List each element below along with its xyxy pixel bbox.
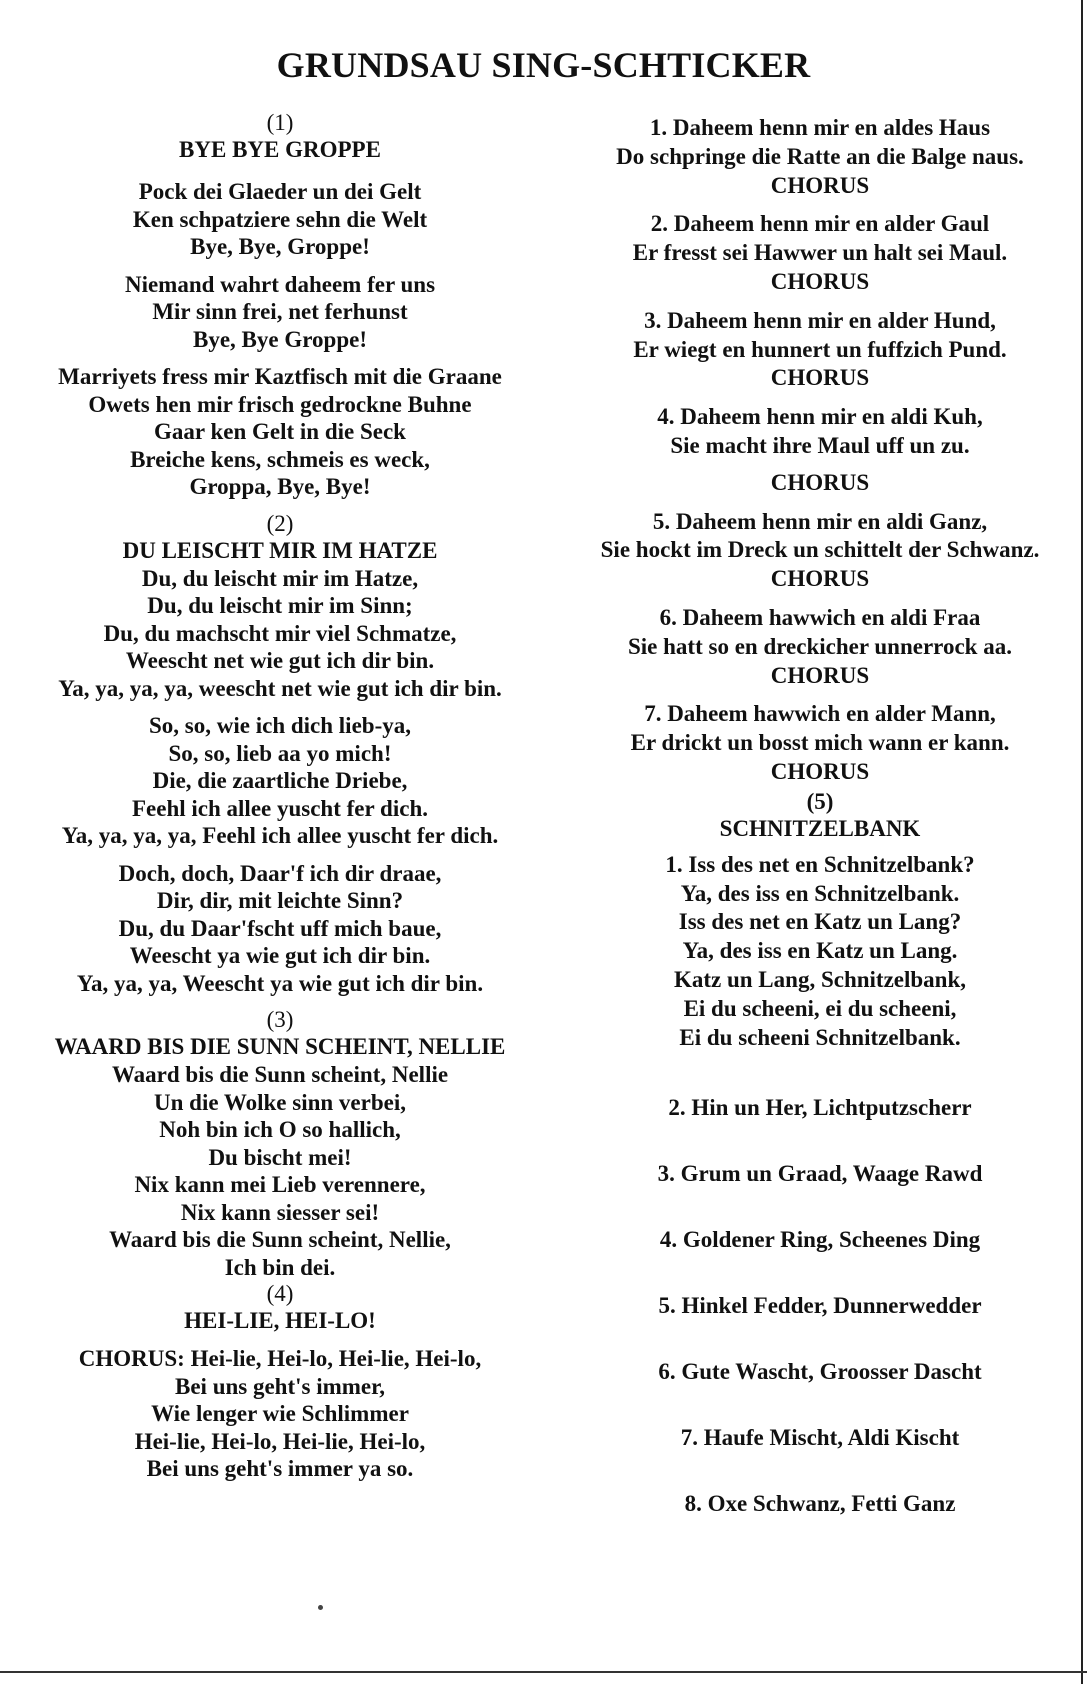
lyric-line: Du, du machscht mir viel Schmatze,: [103, 620, 457, 646]
lyric-line: Du, du leischt mir im Sinn;: [147, 593, 413, 618]
lyric-line: So, so, wie ich dich lieb-ya,: [149, 713, 411, 738]
song-heading: DU LEISCHT MIR IM HATZE: [122, 537, 438, 563]
song-3: [30, 1007, 530, 1281]
song-number: (3): [266, 1007, 294, 1032]
lyric-line: Owets hen mir frisch gedrockne Buhne: [88, 391, 472, 417]
lyric-line: Ya, des iss en Schnitzelbank.: [680, 880, 960, 906]
chorus-marker: CHORUS: [770, 268, 870, 294]
lyric-line: Ya, ya, ya, Weescht ya wie gut ich dir bin.: [76, 970, 484, 996]
chorus-marker: CHORUS: [770, 172, 870, 198]
stanza: [30, 565, 530, 703]
lyric-line: Groppa, Bye, Bye!: [189, 474, 371, 499]
lyric-line: CHORUS: Hei-lie, Hei-lo, Hei-lie, Hei-lo,: [78, 1346, 482, 1371]
lyric-line: Du bischt mei!: [208, 1144, 352, 1170]
lyric-line: Pock dei Glaeder un dei Gelt: [138, 179, 422, 204]
song-number: (4): [266, 1281, 294, 1306]
lyric-line: 5. Daheem henn mir en aldi Ganz,: [652, 508, 988, 534]
lyric-line: Weescht ya wie gut ich dir bin.: [129, 943, 431, 968]
lyric-line: 4. Daheem henn mir en aldi Kuh,: [657, 404, 983, 430]
stanza: [30, 363, 530, 501]
verse: [555, 604, 1085, 690]
lyric-line: Ei du scheeni Schnitzelbank.: [679, 1024, 961, 1050]
lyric-line: Er wiegt en hunnert un fuffzich Pund.: [633, 336, 1007, 362]
verse: [555, 210, 1085, 296]
lyric-line: Sie hatt so en dreckicher unnerrock aa.: [628, 633, 1012, 659]
lyric-line: Nix kann mei Lieb verennere,: [134, 1172, 426, 1197]
lyric-line: 7. Daheem hawwich en alder Mann,: [644, 701, 996, 727]
lyric-line: Niemand wahrt daheem fer uns: [124, 271, 436, 297]
lyric-line: Ich bin dei.: [224, 1254, 336, 1280]
verse-line: 7. Haufe Mischt, Aldi Kischt: [680, 1425, 960, 1451]
lyric-line: 6. Daheem hawwich en aldi Fraa: [659, 604, 981, 630]
song-4: [30, 1281, 530, 1483]
song-heading: SCHNITZELBANK: [719, 815, 921, 841]
left-column: [30, 110, 530, 1493]
lyric-line: Waard bis die Sunn scheint, Nellie,: [109, 1227, 451, 1252]
lyric-line: Dir, dir, mit leichte Sinn?: [156, 888, 404, 913]
chorus-marker: CHORUS: [770, 758, 870, 784]
lyric-line: Waard bis die Sunn scheint, Nellie: [111, 1062, 449, 1087]
chorus-marker: CHORUS: [770, 566, 870, 592]
stanza: [30, 860, 530, 998]
lyric-line: Bei uns geht's immer,: [175, 1373, 385, 1399]
verse: [555, 700, 1085, 786]
speck: [318, 1605, 323, 1610]
verse-line: 6. Gute Wascht, Groosser Dascht: [658, 1359, 982, 1385]
lyric-line: 1. Daheem henn mir en aldes Haus: [649, 115, 991, 140]
verse-line: 4. Goldener Ring, Scheenes Ding: [659, 1227, 981, 1253]
lyric-line: Doch, doch, Daar'f ich dir draae,: [118, 860, 442, 886]
lyric-line: Bye, Bye Groppe!: [193, 326, 367, 352]
lyric-line: Ya, des iss en Katz un Lang.: [682, 938, 958, 964]
lyric-line: Ken schpatziere sehn die Welt: [132, 206, 428, 232]
lyric-line: Nix kann siesser sei!: [180, 1199, 380, 1225]
verse: [555, 508, 1085, 594]
lyric-line: Ya, ya, ya, ya, Feehl ich allee yuscht fer dich.: [61, 823, 499, 848]
lyric-line: Ya, ya, ya, ya, weescht net wie gut ich dir bin.: [58, 675, 502, 701]
lyric-line: Feehl ich allee yuscht fer dich.: [132, 795, 428, 821]
lyric-line: Sie hockt im Dreck un schittelt der Schwanz.: [600, 537, 1040, 563]
lyric-line: Iss des net en Katz un Lang?: [678, 909, 962, 935]
right-column: [555, 114, 1085, 1556]
lyric-line: Marriyets fress mir Kaztfisch mit die Graane: [58, 364, 502, 389]
lyric-line: Wie lenger wie Schlimmer: [151, 1401, 409, 1426]
song-2: [30, 511, 530, 998]
song-5: [555, 789, 1085, 1519]
verse: [555, 403, 1085, 497]
song-heading: BYE BYE GROPPE: [179, 137, 381, 162]
lyric-line: 3. Daheem henn mir en alder Hund,: [644, 307, 996, 333]
stanza: [30, 178, 530, 261]
page-title: GRUNDSAU SING-SCHTICKER: [276, 45, 811, 85]
lyric-line: So, so, lieb aa yo mich!: [168, 740, 392, 766]
lyric-line: Du, du Daar'fscht uff mich baue,: [118, 915, 442, 941]
verse: [555, 114, 1085, 200]
lyric-line: 1. Iss des net en Schnitzelbank?: [665, 851, 975, 877]
verse-line: 3. Grum un Graad, Waage Rawd: [657, 1161, 983, 1187]
lyric-line: Un die Wolke sinn verbei,: [154, 1089, 406, 1115]
song-number: (2): [266, 510, 294, 536]
lyric-line: Ei du scheeni, ei du scheeni,: [683, 995, 957, 1021]
lyric-line: 2. Daheem henn mir en alder Gaul: [650, 211, 990, 237]
lyric-line: Die, die zaartliche Driebe,: [152, 768, 408, 793]
verse-line: 2. Hin un Her, Lichtputzscherr: [668, 1095, 972, 1121]
bottom-rule: [0, 1671, 1087, 1673]
lyric-line: Do schpringe die Ratte an die Balge naus.: [616, 143, 1024, 169]
song-number: (1): [266, 110, 294, 135]
stanza: [30, 1345, 530, 1483]
lyric-line: Bye, Bye, Groppe!: [190, 234, 370, 259]
song-heading: HEI-LIE, HEI-LO!: [184, 1308, 376, 1333]
stanza: [30, 271, 530, 354]
lyric-line: Hei-lie, Hei-lo, Hei-lie, Hei-lo,: [134, 1428, 426, 1454]
verse-line: 5. Hinkel Fedder, Dunnerwedder: [658, 1293, 982, 1319]
lyric-line: Sie macht ihre Maul uff un zu.: [670, 432, 970, 458]
verse: [555, 851, 1085, 1053]
lyric-line: Er fresst sei Hawwer un halt sei Maul.: [632, 240, 1008, 266]
chorus-marker: CHORUS: [770, 469, 870, 495]
chorus-marker: CHORUS: [770, 365, 870, 391]
stanza: [30, 712, 530, 850]
song-number: (5): [806, 788, 834, 814]
page-edge: [1081, 0, 1083, 1684]
lyric-line: Du, du leischt mir im Hatze,: [141, 565, 419, 591]
lyric-line: Er drickt un bosst mich wann er kann.: [630, 730, 1010, 756]
song-1: [30, 110, 530, 501]
lyric-line: Noh bin ich O so hallich,: [159, 1117, 401, 1142]
lyric-line: Mir sinn frei, net ferhunst: [152, 299, 408, 324]
verse: [555, 307, 1085, 393]
lyric-line: Gaar ken Gelt in die Seck: [154, 419, 406, 444]
verse-line: 8. Oxe Schwanz, Fetti Ganz: [684, 1491, 956, 1517]
lyric-line: Katz un Lang, Schnitzelbank,: [673, 966, 967, 992]
lyric-line: Breiche kens, schmeis es weck,: [130, 446, 430, 472]
stanza: [30, 1061, 530, 1281]
chorus-marker: CHORUS: [770, 662, 870, 688]
lyric-line: Weescht net wie gut ich dir bin.: [125, 648, 435, 673]
song-heading: WAARD BIS DIE SUNN SCHEINT, NELLIE: [54, 1034, 506, 1059]
lyric-line: Bei uns geht's immer ya so.: [146, 1456, 414, 1481]
